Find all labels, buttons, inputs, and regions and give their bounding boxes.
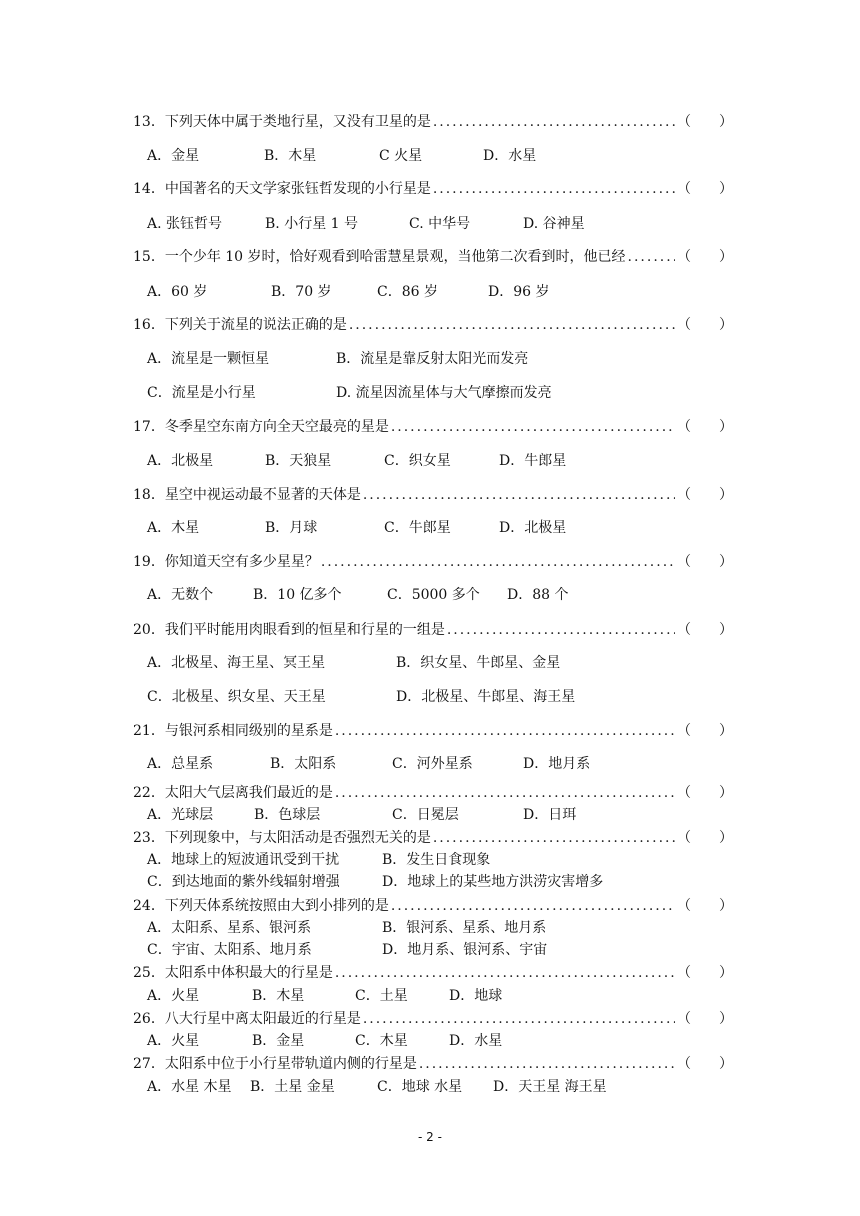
- answer-option[interactable]: D．水星: [483, 148, 537, 164]
- page-number: - 2 -: [418, 1130, 442, 1144]
- question-stem: [133, 551, 733, 571]
- answer-option[interactable]: B. 小行星 1 号: [265, 216, 358, 232]
- question-text: 23．下列现象中，与太阳活动是否强烈无关的是: [133, 830, 431, 846]
- question-stem: [133, 178, 733, 198]
- question-stem: [133, 314, 733, 334]
- answer-option[interactable]: C．河外星系: [392, 756, 473, 772]
- question-stem: [133, 111, 733, 131]
- answer-blank[interactable]: [677, 619, 733, 639]
- answer-option[interactable]: C．日冕层: [392, 807, 459, 823]
- paren-open: （: [677, 965, 691, 981]
- leader-dots: [349, 317, 675, 333]
- question-stem: [133, 1053, 733, 1073]
- question-stem: [133, 827, 733, 847]
- answer-blank[interactable]: [677, 962, 733, 982]
- answer-option[interactable]: D. 流星因流星体与大气摩擦而发亮: [336, 385, 552, 401]
- answer-option[interactable]: C．86 岁: [377, 284, 438, 300]
- leader-dots: [391, 419, 675, 435]
- question-stem: [133, 720, 733, 740]
- answer-option[interactable]: B．发生日食现象: [382, 852, 491, 868]
- leader-dots: [335, 965, 675, 981]
- answer-option[interactable]: C．地球 水星: [377, 1079, 463, 1095]
- paren-close: ）: [719, 965, 733, 981]
- answer-option[interactable]: C．土星: [355, 988, 408, 1004]
- paren-close: ）: [719, 830, 733, 846]
- paren-close: ）: [719, 554, 733, 570]
- answer-option[interactable]: C 火星: [379, 148, 423, 164]
- question-stem: [133, 619, 733, 639]
- paren-open: （: [677, 830, 691, 846]
- answer-option[interactable]: B．70 岁: [271, 284, 332, 300]
- paren-close: ）: [719, 114, 733, 130]
- question-text: 16．下列关于流星的说法正确的是: [133, 317, 347, 333]
- answer-blank[interactable]: [677, 1053, 733, 1073]
- paren-close: ）: [719, 622, 733, 638]
- question-stem: [133, 246, 733, 266]
- answer-option[interactable]: A．总星系: [147, 756, 214, 772]
- answer-option[interactable]: A．金星: [147, 148, 200, 164]
- paren-open: （: [677, 181, 691, 197]
- paren-close: ）: [719, 317, 733, 333]
- question-text: 17．冬季星空东南方向全天空最亮的星是: [133, 419, 389, 435]
- answer-option[interactable]: D．地球上的某些地方洪涝灾害增多: [382, 874, 604, 890]
- answer-option[interactable]: C．流星是小行星: [147, 385, 256, 401]
- answer-option[interactable]: C．织女星: [384, 453, 451, 469]
- question-stem: [133, 416, 733, 436]
- question-text: 13．下列天体中属于类地行星，又没有卫星的是: [133, 114, 431, 130]
- paren-open: （: [677, 317, 691, 333]
- answer-option[interactable]: D．88 个: [507, 587, 569, 603]
- answer-blank[interactable]: [677, 416, 733, 436]
- paren-close: ）: [719, 487, 733, 503]
- question-text: 26．八大行星中离太阳最近的行星是: [133, 1011, 361, 1027]
- question-text: 21．与银河系相同级别的星系是: [133, 723, 333, 739]
- answer-option[interactable]: A．火星: [147, 1033, 200, 1049]
- paren-close: ）: [719, 249, 733, 265]
- answer-option[interactable]: B．流星是靠反射太阳光而发亮: [336, 351, 529, 367]
- answer-option[interactable]: D．水星: [449, 1033, 503, 1049]
- leader-dots: [391, 898, 675, 914]
- paren-open: （: [677, 785, 691, 801]
- paren-close: ）: [719, 419, 733, 435]
- answer-blank[interactable]: [677, 895, 733, 915]
- answer-option[interactable]: C．宇宙、太阳系、地月系: [147, 942, 312, 958]
- paren-close: ）: [719, 1056, 733, 1072]
- paren-close: ）: [719, 1011, 733, 1027]
- answer-option[interactable]: A．木星: [147, 520, 200, 536]
- answer-option[interactable]: A．北极星: [147, 453, 214, 469]
- answer-option[interactable]: D．北极星、牛郎星、海王星: [396, 689, 576, 705]
- paren-open: （: [677, 723, 691, 739]
- paren-close: ）: [719, 898, 733, 914]
- leader-dots: [419, 1056, 675, 1072]
- paren-open: （: [677, 1056, 691, 1072]
- question-text: 24．下列天体系统按照由大到小排列的是: [133, 898, 389, 914]
- answer-option[interactable]: A．光球层: [147, 807, 214, 823]
- answer-blank[interactable]: [677, 782, 733, 802]
- question-text: 18．星空中视运动最不显著的天体是: [133, 487, 361, 503]
- answer-option[interactable]: A．太阳系、星系、银河系: [147, 920, 312, 936]
- answer-option[interactable]: B．土星 金星: [250, 1079, 335, 1095]
- leader-dots: [321, 554, 675, 570]
- answer-blank[interactable]: [677, 551, 733, 571]
- leader-dots: [363, 1011, 675, 1027]
- answer-option[interactable]: C．北极星、织女星、天王星: [147, 689, 326, 705]
- question-text: 22．太阳大气层离我们最近的是: [133, 785, 333, 801]
- answer-option[interactable]: D．地月系、银河系、宇宙: [382, 942, 548, 958]
- answer-option[interactable]: B．织女星、牛郎星、金星: [396, 655, 561, 671]
- question-stem: [133, 895, 733, 915]
- answer-option[interactable]: D．96 岁: [488, 284, 550, 300]
- answer-option[interactable]: B．天狼星: [265, 453, 332, 469]
- leader-dots: [447, 622, 675, 638]
- answer-option[interactable]: D．地月系: [523, 756, 591, 772]
- paren-open: （: [677, 1011, 691, 1027]
- answer-option[interactable]: D．天王星 海王星: [493, 1079, 607, 1095]
- answer-option[interactable]: A．无数个: [147, 587, 214, 603]
- question-text: 15．一个少年 10 岁时，恰好观看到哈雷慧星景观，当他第二次看到时，他已经: [133, 249, 626, 265]
- paren-open: （: [677, 554, 691, 570]
- leader-dots: [335, 785, 675, 801]
- answer-blank[interactable]: [677, 1008, 733, 1028]
- answer-option[interactable]: D．牛郎星: [499, 453, 567, 469]
- answer-option[interactable]: A．北极星、海王星、冥王星: [147, 655, 326, 671]
- paren-close: ）: [719, 785, 733, 801]
- answer-option[interactable]: A．火星: [147, 988, 200, 1004]
- question-text: 20．我们平时能用肉眼看到的恒星和行星的一组是: [133, 622, 445, 638]
- answer-blank[interactable]: [677, 314, 733, 334]
- leader-dots: [628, 249, 675, 265]
- question-text: 14．中国著名的天文学家张钰哲发现的小行星是: [133, 181, 431, 197]
- paren-close: ）: [719, 181, 733, 197]
- question-text: 25．太阳系中体积最大的行星是: [133, 965, 333, 981]
- answer-option[interactable]: D. 谷神星: [523, 216, 585, 232]
- answer-option[interactable]: D．日珥: [523, 807, 577, 823]
- question-stem: [133, 962, 733, 982]
- answer-option[interactable]: A．地球上的短波通讯受到干扰: [147, 852, 340, 868]
- answer-option[interactable]: A．水星 木星: [147, 1079, 232, 1095]
- answer-blank[interactable]: [677, 720, 733, 740]
- question-stem: [133, 484, 733, 504]
- paren-open: （: [677, 419, 691, 435]
- paren-open: （: [677, 249, 691, 265]
- paren-close: ）: [719, 723, 733, 739]
- question-text: 27．太阳系中位于小行星带轨道内侧的行星是: [133, 1056, 417, 1072]
- answer-option[interactable]: B．木星: [252, 988, 305, 1004]
- paren-open: （: [677, 898, 691, 914]
- paren-open: （: [677, 114, 691, 130]
- leader-dots: [433, 830, 675, 846]
- answer-option[interactable]: B．木星: [264, 148, 317, 164]
- leader-dots: [363, 487, 675, 503]
- answer-option[interactable]: C．5000 多个: [387, 587, 480, 603]
- answer-option[interactable]: C．木星: [355, 1033, 408, 1049]
- answer-option[interactable]: B．银河系、星系、地月系: [382, 920, 547, 936]
- answer-option[interactable]: C．到达地面的紫外线辐射增强: [147, 874, 340, 890]
- answer-blank[interactable]: [677, 484, 733, 504]
- answer-option[interactable]: B．太阳系: [270, 756, 337, 772]
- answer-blank[interactable]: [677, 246, 733, 266]
- answer-option[interactable]: A．60 岁: [147, 284, 208, 300]
- answer-blank[interactable]: [677, 827, 733, 847]
- answer-option[interactable]: B．金星: [252, 1033, 305, 1049]
- question-text: 19．你知道天空有多少星星？: [133, 554, 319, 570]
- answer-blank[interactable]: [677, 111, 733, 131]
- question-stem: [133, 1008, 733, 1028]
- answer-option[interactable]: B．色球层: [254, 807, 321, 823]
- leader-dots: [433, 114, 675, 130]
- answer-option[interactable]: D．北极星: [499, 520, 567, 536]
- answer-option[interactable]: B．10 亿多个: [253, 587, 342, 603]
- answer-blank[interactable]: [677, 178, 733, 198]
- question-stem: [133, 782, 733, 802]
- paren-open: （: [677, 487, 691, 503]
- paren-open: （: [677, 622, 691, 638]
- answer-option[interactable]: A．流星是一颗恒星: [147, 351, 270, 367]
- answer-option[interactable]: C．牛郎星: [384, 520, 451, 536]
- answer-option[interactable]: D．地球: [449, 988, 503, 1004]
- answer-option[interactable]: C. 中华号: [409, 216, 471, 232]
- leader-dots: [433, 181, 675, 197]
- answer-option[interactable]: B．月球: [265, 520, 318, 536]
- leader-dots: [335, 723, 675, 739]
- answer-option[interactable]: A. 张钰哲号: [147, 216, 223, 232]
